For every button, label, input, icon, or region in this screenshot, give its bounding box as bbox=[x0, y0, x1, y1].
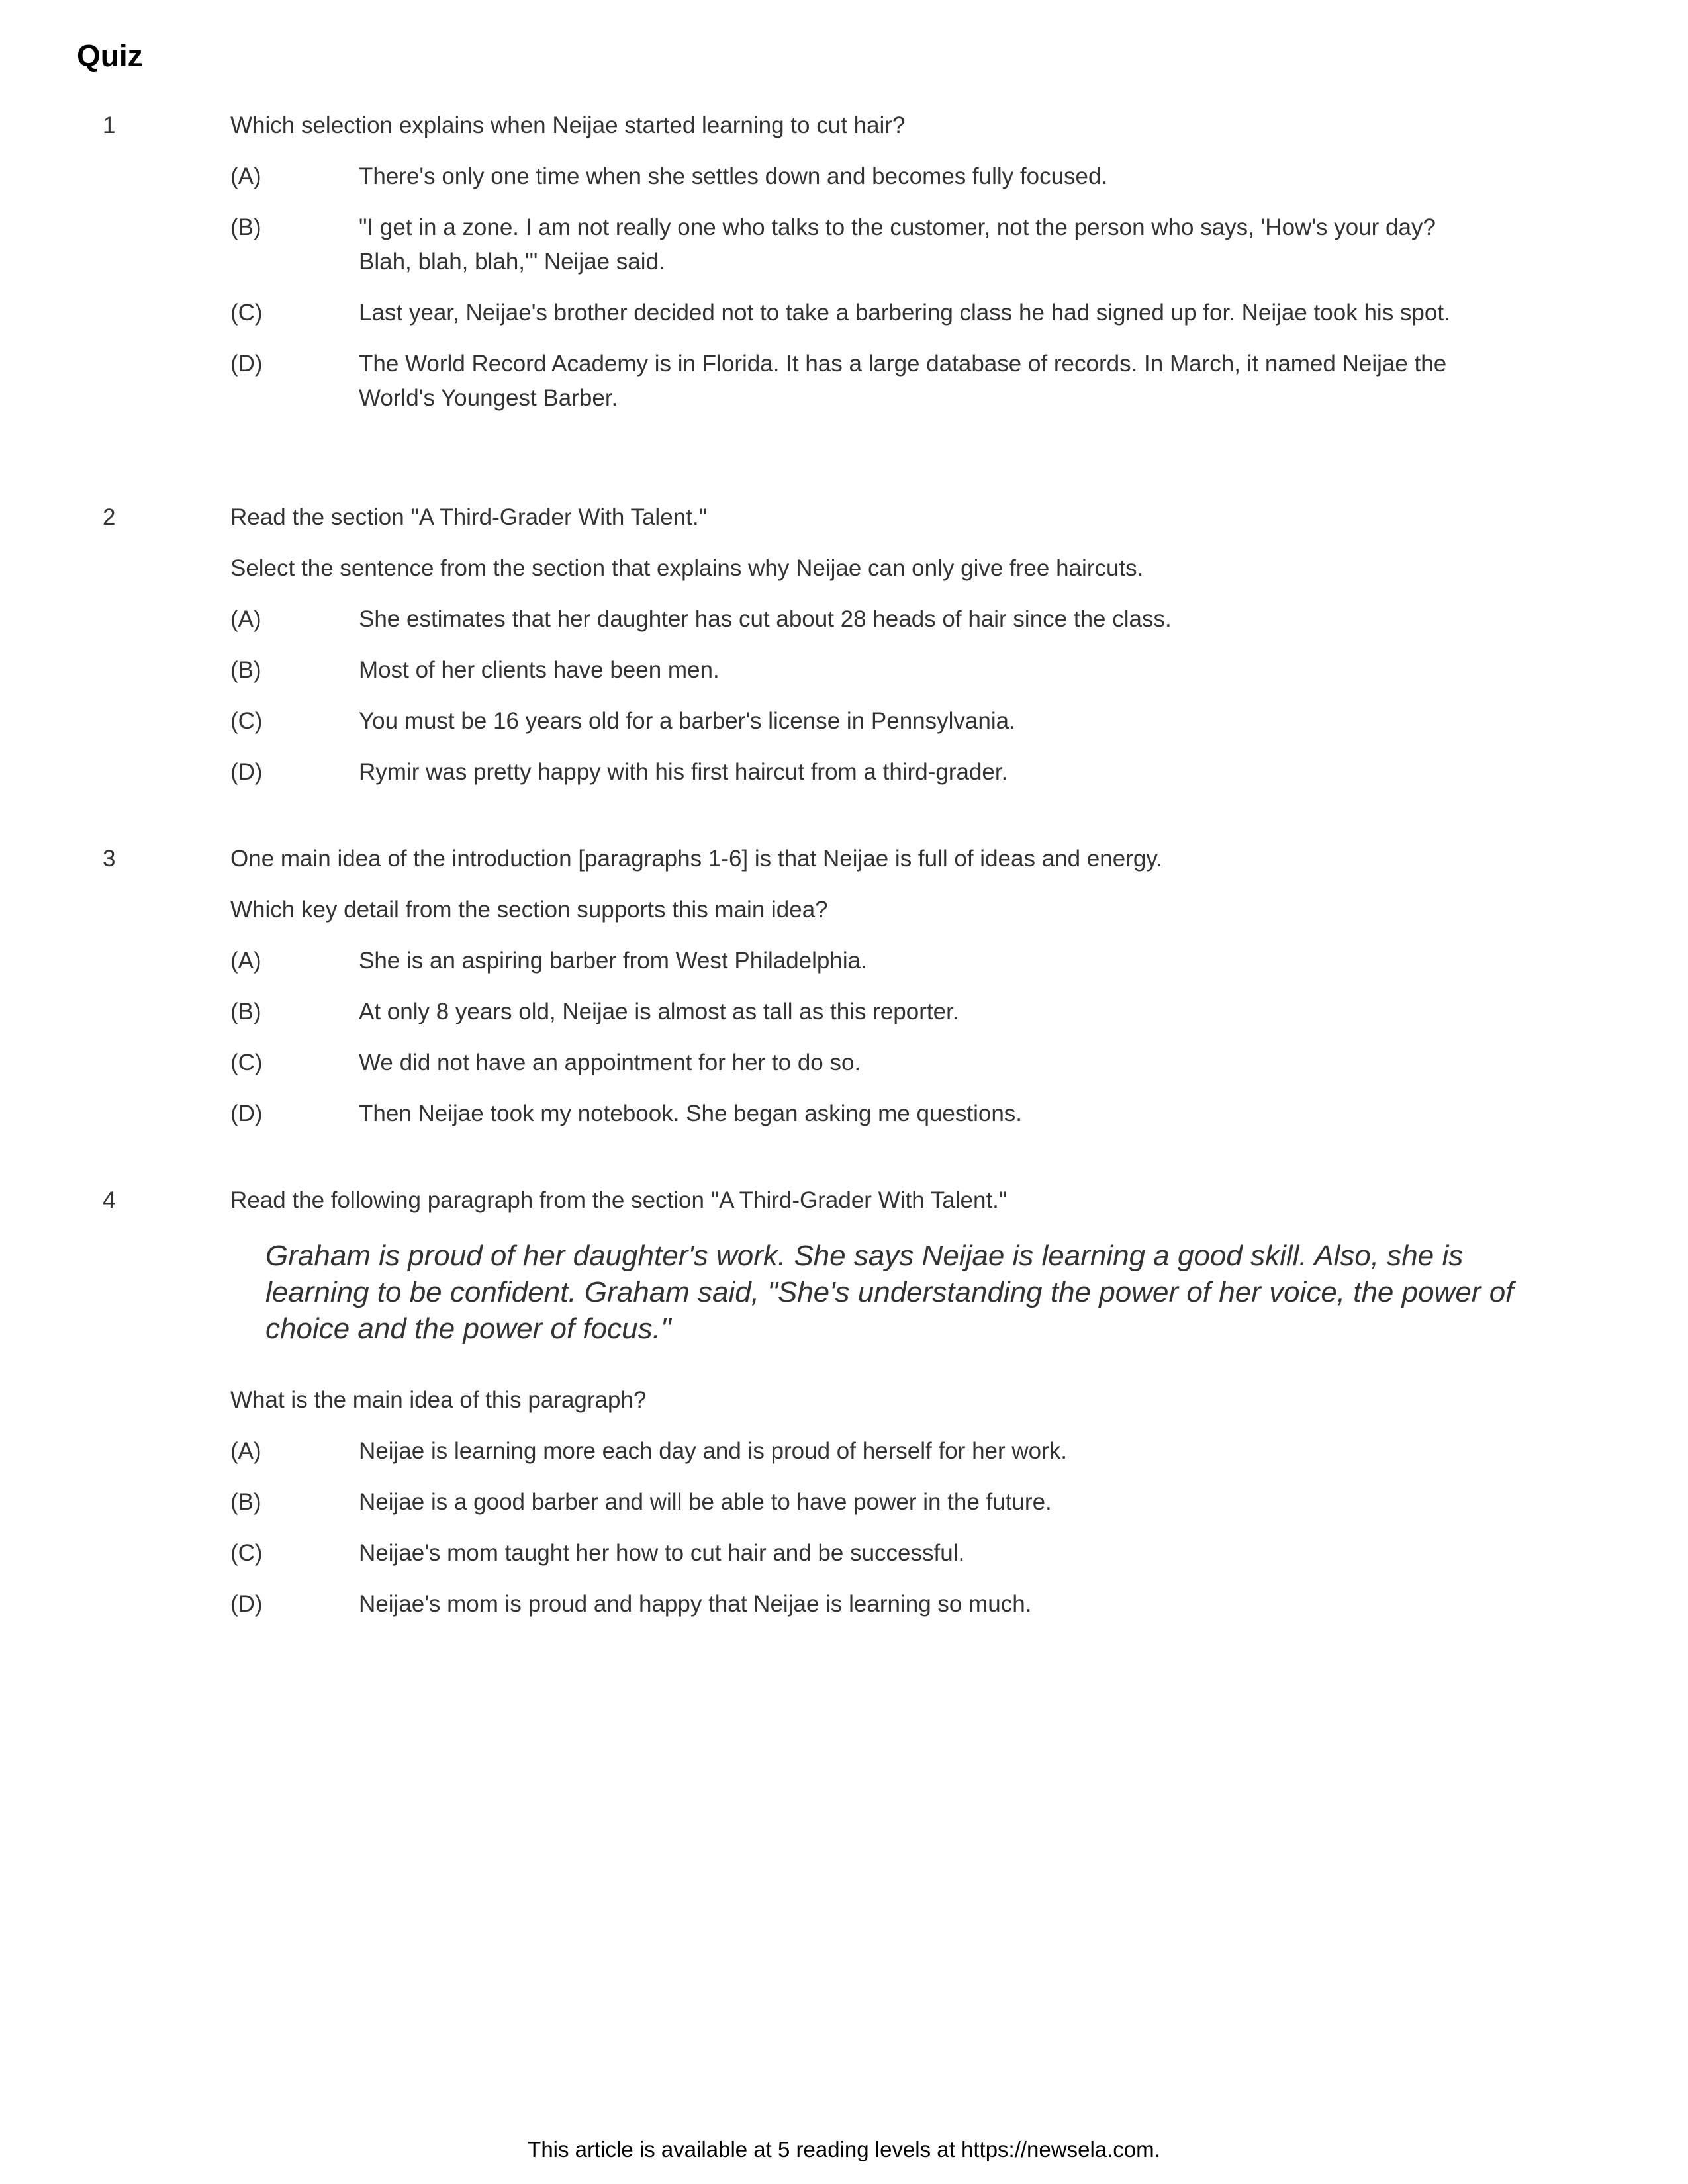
answer-option-c[interactable] bbox=[230, 1536, 1488, 1570]
answer-option-b[interactable] bbox=[230, 210, 1488, 279]
option-text: Neijae's mom taught her how to cut hair and be successful. bbox=[359, 1540, 965, 1566]
option-letter: (A) bbox=[230, 948, 261, 974]
answer-option-c[interactable] bbox=[230, 296, 1488, 330]
question-subprompt: Select the sentence from the section that explains why Neijae can only give free haircuts. bbox=[230, 555, 1144, 581]
answer-option-a[interactable] bbox=[230, 1434, 1488, 1469]
answer-option-a[interactable] bbox=[230, 602, 1488, 637]
option-letter: (C) bbox=[230, 1540, 263, 1566]
option-text: There's only one time when she settles down and becomes fully focused. bbox=[359, 163, 1108, 189]
option-letter: (C) bbox=[230, 708, 263, 734]
option-letter: (C) bbox=[230, 1050, 263, 1075]
question-body bbox=[230, 500, 1488, 806]
question-subprompt: Which key detail from the section supports this main idea? bbox=[230, 897, 828, 923]
answer-option-d[interactable] bbox=[230, 755, 1488, 790]
option-letter: (B) bbox=[230, 1489, 261, 1515]
option-text: "I get in a zone. I am not really one who talks to the customer, not the person who says, 'How's your day? Blah, blah, blah,'" Neijae said. bbox=[359, 214, 1436, 275]
question-prompt: Which selection explains when Neijae started learning to cut hair? bbox=[230, 113, 906, 138]
option-letter: (B) bbox=[230, 214, 261, 240]
option-letter: (C) bbox=[230, 300, 263, 326]
option-text: The World Record Academy is in Florida. It has a large database of records. In March, it named Neijae the World's Youngest Barber. bbox=[359, 351, 1447, 411]
question-body bbox=[230, 1183, 1514, 1638]
question-prompt: Read the section "A Third-Grader With Talent." bbox=[230, 504, 708, 530]
option-letter: (A) bbox=[230, 1438, 261, 1464]
option-text: She is an aspiring barber from West Philadelphia. bbox=[359, 948, 867, 974]
option-text: Neijae's mom is proud and happy that Neijae is learning so much. bbox=[359, 1591, 1032, 1617]
option-letter: (D) bbox=[230, 1591, 263, 1617]
quoted-paragraph: Graham is proud of her daughter's work. She says Neijae is learning a good skill. Also, she is learning to be confident. Graham said, "She's understanding the power of her voice, the power of choice and the power of focus." bbox=[265, 1240, 1514, 1345]
question-prompt: One main idea of the introduction [paragraphs 1-6] is that Neijae is full of ideas and energy. bbox=[230, 846, 1162, 872]
answer-option-a[interactable] bbox=[230, 944, 1488, 978]
question-number: 4 bbox=[103, 1187, 116, 1213]
question-number: 1 bbox=[103, 113, 116, 138]
footer-note: This article is available at 5 reading levels at https://newsela.com. bbox=[528, 2137, 1160, 2161]
option-text: Then Neijae took my notebook. She began asking me questions. bbox=[359, 1101, 1023, 1126]
answer-option-d[interactable] bbox=[230, 347, 1488, 416]
option-letter: (B) bbox=[230, 999, 261, 1024]
option-text: Rymir was pretty happy with his first haircut from a third-grader. bbox=[359, 759, 1008, 785]
option-text: Neijae is learning more each day and is proud of herself for her work. bbox=[359, 1438, 1067, 1464]
option-letter: (D) bbox=[230, 351, 263, 377]
question-body bbox=[230, 842, 1488, 1148]
answer-option-d[interactable] bbox=[230, 1097, 1488, 1131]
answer-option-b[interactable] bbox=[230, 995, 1488, 1029]
option-text: We did not have an appointment for her to do so. bbox=[359, 1050, 861, 1075]
answer-option-b[interactable] bbox=[230, 1485, 1488, 1520]
option-letter: (B) bbox=[230, 657, 261, 683]
answer-option-c[interactable] bbox=[230, 1046, 1488, 1080]
option-text: Last year, Neijae's brother decided not to take a barbering class he had signed up for. Neijae took his spot. bbox=[359, 300, 1450, 326]
option-text: Neijae is a good barber and will be able to have power in the future. bbox=[359, 1489, 1052, 1515]
answer-option-a[interactable] bbox=[230, 159, 1488, 194]
question-body bbox=[230, 109, 1488, 432]
page-title: Quiz bbox=[77, 38, 143, 73]
question-number: 2 bbox=[103, 504, 116, 530]
option-letter: (A) bbox=[230, 163, 261, 189]
answer-option-b[interactable] bbox=[230, 653, 1488, 688]
option-text: You must be 16 years old for a barber's license in Pennsylvania. bbox=[359, 708, 1015, 734]
answer-option-c[interactable] bbox=[230, 704, 1488, 739]
option-letter: (D) bbox=[230, 1101, 263, 1126]
question-prompt: Read the following paragraph from the section "A Third-Grader With Talent." bbox=[230, 1187, 1008, 1213]
option-text: At only 8 years old, Neijae is almost as tall as this reporter. bbox=[359, 999, 959, 1024]
option-letter: (D) bbox=[230, 759, 263, 785]
option-text: She estimates that her daughter has cut about 28 heads of hair since the class. bbox=[359, 606, 1172, 632]
question-subprompt: What is the main idea of this paragraph? bbox=[230, 1387, 647, 1413]
option-text: Most of her clients have been men. bbox=[359, 657, 720, 683]
option-letter: (A) bbox=[230, 606, 261, 632]
question-number: 3 bbox=[103, 846, 116, 872]
answer-option-d[interactable] bbox=[230, 1587, 1488, 1621]
